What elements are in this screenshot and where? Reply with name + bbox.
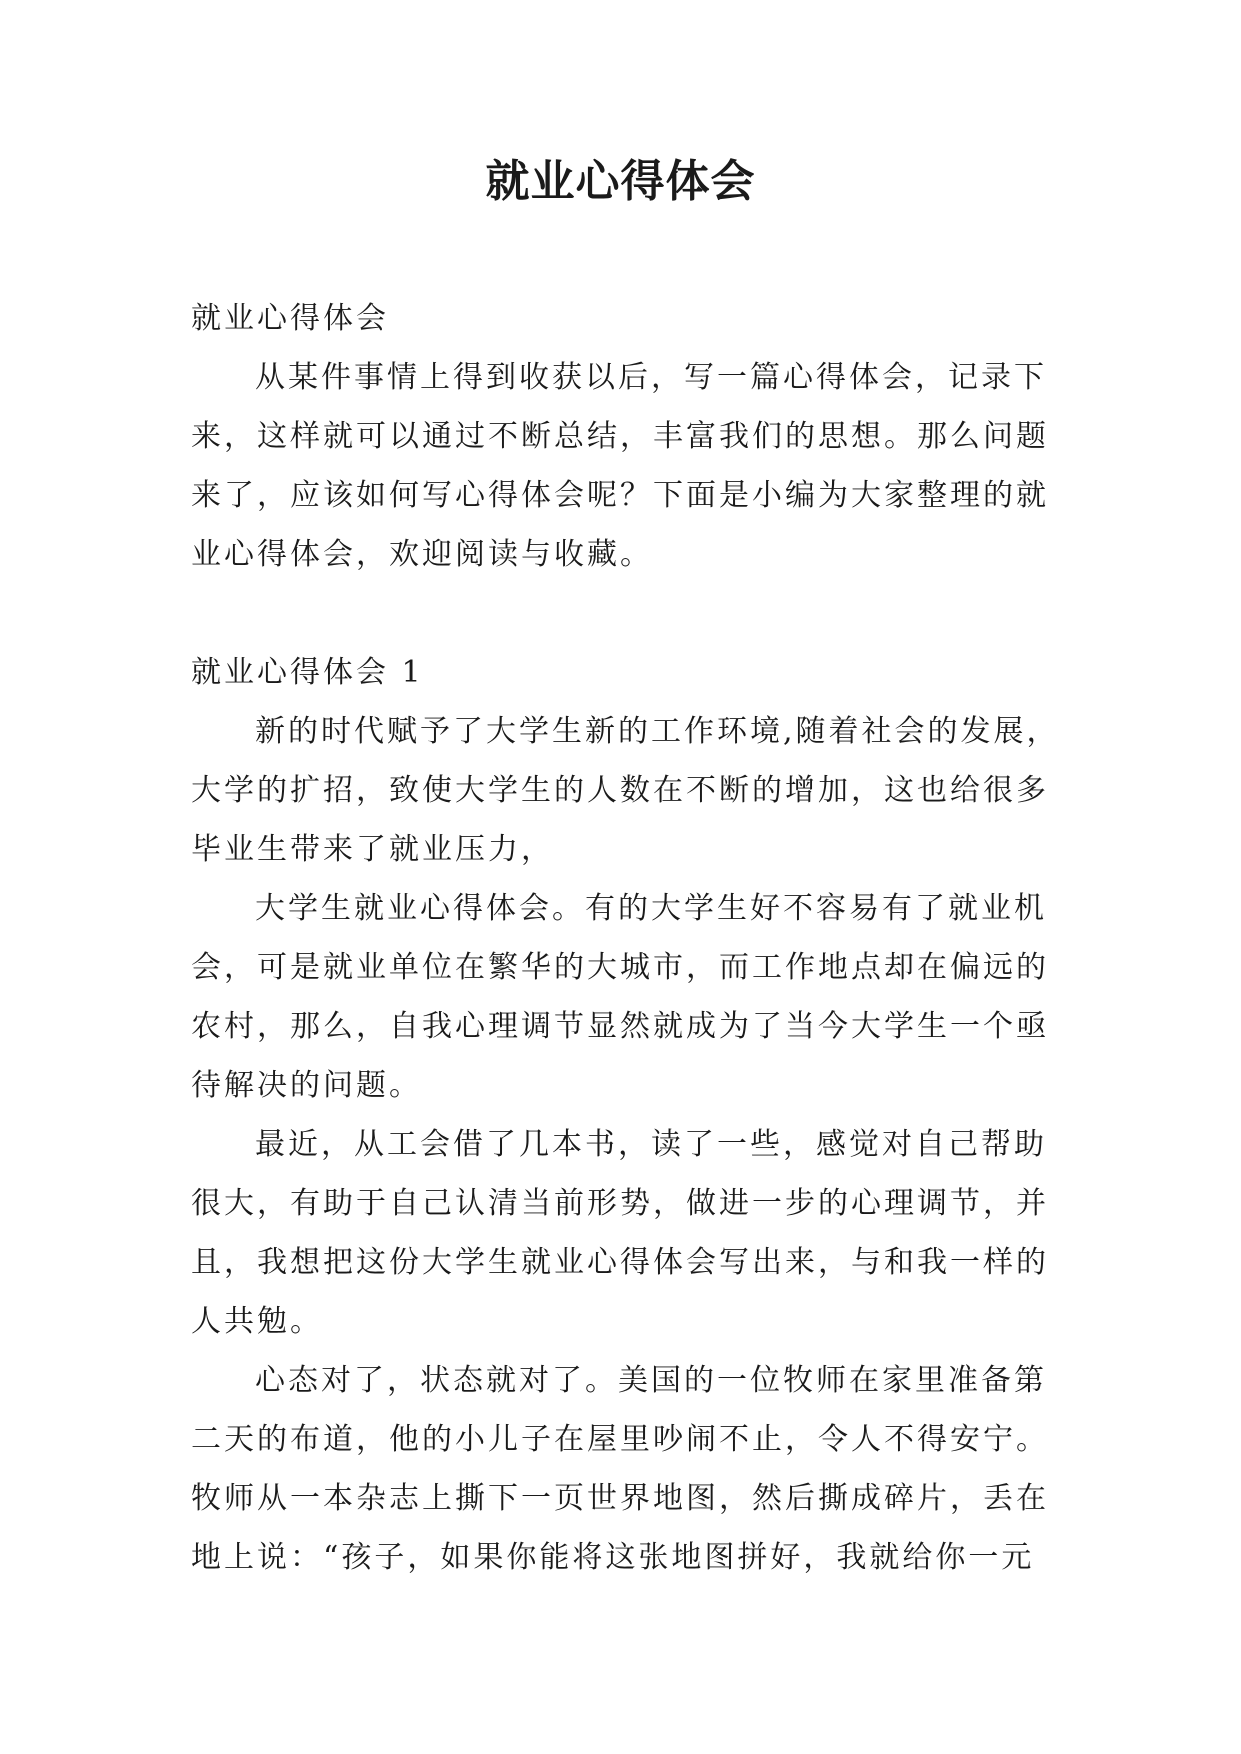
section1-heading: 就业心得体会 1 bbox=[191, 655, 424, 690]
body-paragraph: 新的时代赋予了大学生新的工作环境,随着社会的发展，大学的扩招，致使大学生的人数在不断的增加，这也给很多毕业生带来了就业压力， bbox=[191, 714, 1060, 867]
body-paragraph: 心态对了，状态就对了。美国的一位牧师在家里准备第二天的布道，他的小儿子在屋里吵闹不止，令人不得安宁。牧师从一本杂志上撕下一页世界地图，然后撕成碎片，丢在地上说：“孩子，如果你能将这张地图拼好，我就给你一元 bbox=[191, 1363, 1049, 1575]
intro-heading: 就业心得体会 bbox=[191, 301, 389, 336]
body-paragraph: 大学生就业心得体会。有的大学生好不容易有了就业机会，可是就业单位在繁华的大城市，而工作地点却在偏远的农村，那么，自我心理调节显然就成为了当今大学生一个亟待解决的问题。 bbox=[191, 891, 1049, 1103]
intro-paragraph: 从某件事情上得到收获以后，写一篇心得体会，记录下来，这样就可以通过不断总结，丰富我们的思想。那么问题来了，应该如何写心得体会呢？下面是小编为大家整理的就业心得体会，欢迎阅读与收藏。 bbox=[191, 360, 1049, 572]
document-title: 就业心得体会 bbox=[485, 156, 756, 207]
section-gap bbox=[191, 584, 1061, 643]
document-body bbox=[191, 289, 1061, 1587]
body-paragraph: 最近，从工会借了几本书，读了一些，感觉对自己帮助很大，有助于自己认清当前形势，做进一步的心理调节，并且，我想把这份大学生就业心得体会写出来，与和我一样的人共勉。 bbox=[191, 1127, 1049, 1339]
